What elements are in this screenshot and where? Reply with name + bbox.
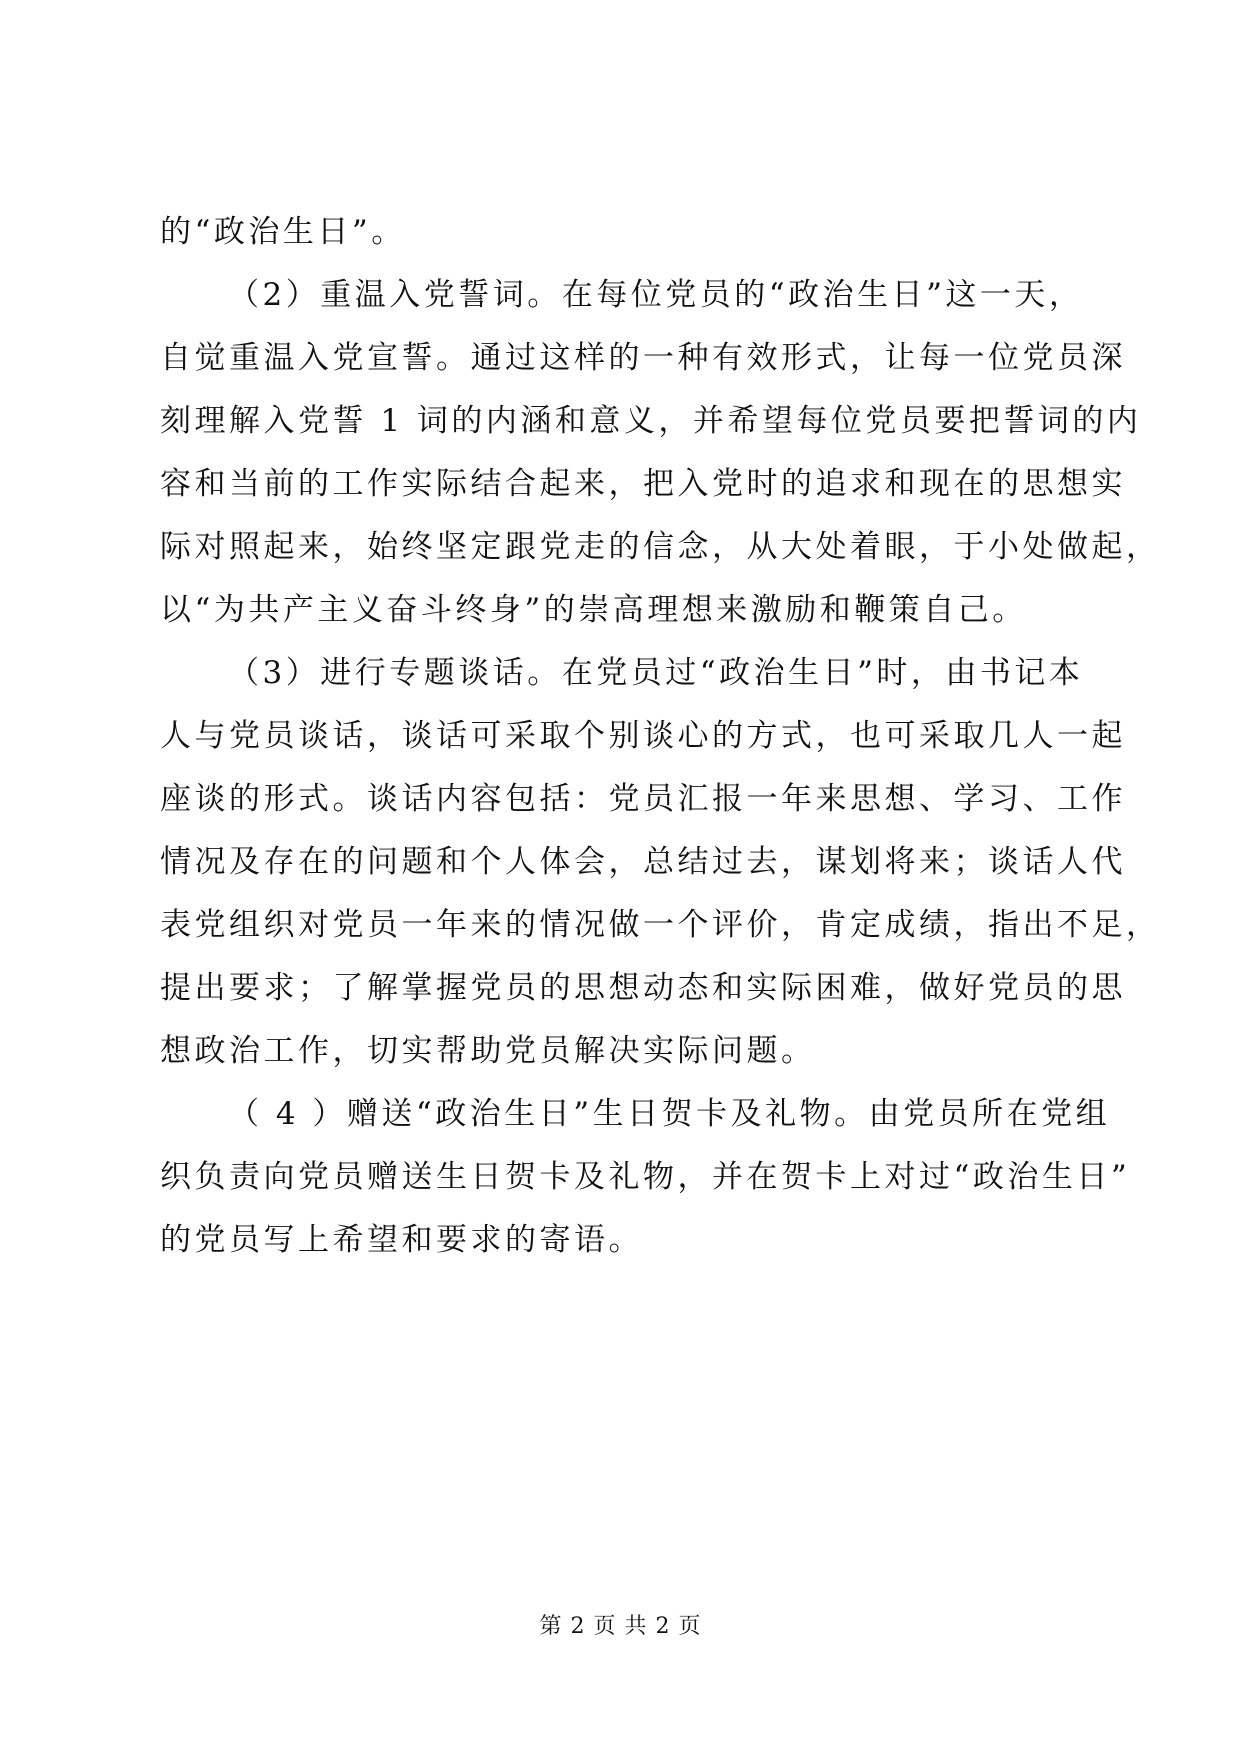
paragraph-line: （3）进行专题谈话。在党员过“政治生日”时，由书记本: [228, 655, 1084, 691]
page-footer: 第 2 页 共 2 页: [539, 1614, 702, 1639]
paragraph-line: 刻理解入党誓 1 词的内涵和意义，并希望每位党员要把誓词的内: [160, 403, 1142, 439]
paragraph-line: 织负责向党员赠送生日贺卡及礼物，并在贺卡上对过“政治生日”: [160, 1159, 1131, 1195]
paragraph-line: 座谈的形式。谈话内容包括：党员汇报一年来思想、学习、工作: [160, 781, 1126, 817]
paragraph-line: （2）重温入党誓词。在每位党员的“政治生日”这一天，: [228, 277, 1084, 313]
paragraph-line: 以“为共产主义奋斗终身”的崇高理想来激励和鞭策自己。: [160, 592, 1027, 628]
paragraph-line: 际对照起来，始终坚定跟党走的信念，从大处着眼，于小处做起，: [160, 529, 1161, 565]
paragraph-line: 想政治工作，切实帮助党员解决实际问题。: [160, 1033, 816, 1069]
paragraph-line: （ 4 ）赠送“政治生日”生日贺卡及礼物。由党员所在党组: [228, 1096, 1111, 1132]
paragraph-line: 提出要求；了解掌握党员的思想动态和实际困难，做好党员的思: [160, 970, 1126, 1006]
paragraph-line: 的党员写上希望和要求的寄语。: [160, 1222, 643, 1258]
paragraph-line: 表党组织对党员一年来的情况做一个评价，肯定成绩，指出不足，: [160, 907, 1161, 943]
paragraph-line: 人与党员谈话，谈话可采取个别谈心的方式，也可采取几人一起: [160, 718, 1126, 754]
paragraph-line: 情况及存在的问题和个人体会，总结过去，谋划将来；谈话人代: [160, 844, 1126, 880]
paragraph-line: 容和当前的工作实际结合起来，把入党时的追求和现在的思想实: [160, 466, 1126, 502]
paragraph-line: 的“政治生日”。: [160, 214, 406, 250]
paragraph-line: 自觉重温入党宣誓。通过这样的一种有效形式，让每一位党员深: [160, 340, 1126, 376]
